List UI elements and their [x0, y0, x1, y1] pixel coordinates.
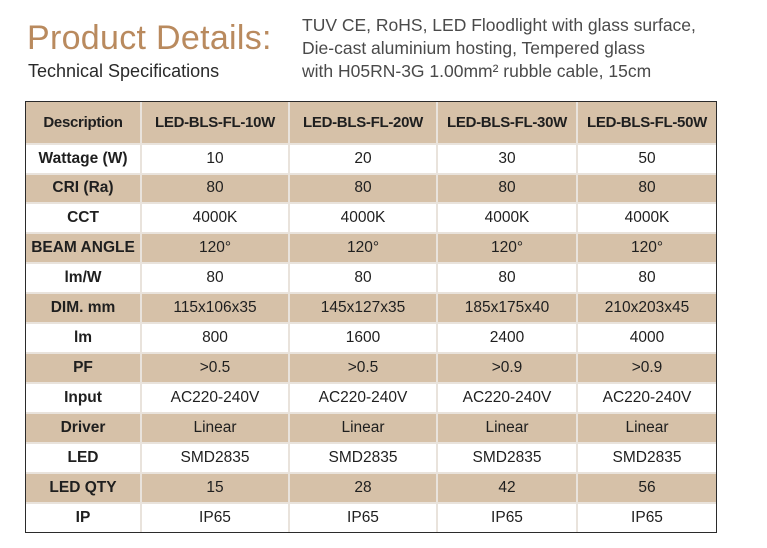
- header-cell-model: LED-BLS-FL-50W: [578, 102, 716, 143]
- table-cell: 80: [578, 175, 716, 203]
- table-cell: 185x175x40: [438, 294, 576, 322]
- row-label: Driver: [26, 414, 140, 442]
- table-cell: 120°: [578, 234, 716, 262]
- row-label: DIM. mm: [26, 294, 140, 322]
- table-cell: 80: [438, 175, 576, 203]
- table-cell: IP65: [290, 504, 436, 532]
- row-label: Wattage (W): [26, 145, 140, 173]
- table-row: [26, 143, 716, 173]
- row-label: PF: [26, 354, 140, 382]
- table-cell: 1600: [290, 324, 436, 352]
- table-row: [26, 173, 716, 203]
- table-cell: 15: [142, 474, 288, 502]
- table-cell: 120°: [438, 234, 576, 262]
- table-row: [26, 292, 716, 322]
- table-cell: >0.9: [438, 354, 576, 382]
- table-cell: AC220-240V: [290, 384, 436, 412]
- table-cell: IP65: [438, 504, 576, 532]
- table-cell: 20: [290, 145, 436, 173]
- table-cell: 56: [578, 474, 716, 502]
- table-cell: Linear: [438, 414, 576, 442]
- table-row: [26, 382, 716, 412]
- table-row: [26, 202, 716, 232]
- table-row: [26, 472, 716, 502]
- table-cell: 30: [438, 145, 576, 173]
- row-label: lm/W: [26, 264, 140, 292]
- table-cell: 2400: [438, 324, 576, 352]
- table-cell: 4000K: [438, 204, 576, 232]
- row-label: BEAM ANGLE: [26, 234, 140, 262]
- table-row: [26, 502, 716, 532]
- row-label: LED: [26, 444, 140, 472]
- table-cell: 80: [578, 264, 716, 292]
- row-label: LED QTY: [26, 474, 140, 502]
- description-line: Die-cast aluminium hosting, Tempered glass: [302, 38, 646, 58]
- table-row: [26, 352, 716, 382]
- header-cell-model: LED-BLS-FL-10W: [142, 102, 288, 143]
- table-cell: 210x203x45: [578, 294, 716, 322]
- table-cell: 800: [142, 324, 288, 352]
- table-cell: 115x106x35: [142, 294, 288, 322]
- description-line: TUV CE, RoHS, LED Floodlight with glass surface,: [302, 15, 696, 35]
- table-cell: >0.9: [578, 354, 716, 382]
- table-row: [26, 412, 716, 442]
- table-cell: 80: [290, 264, 436, 292]
- row-label: Input: [26, 384, 140, 412]
- header-cell-description: Description: [26, 102, 140, 143]
- table-cell: 4000K: [142, 204, 288, 232]
- header-cell-model: LED-BLS-FL-30W: [438, 102, 576, 143]
- table-cell: 80: [290, 175, 436, 203]
- table-cell: 50: [578, 145, 716, 173]
- table-header-row: [26, 102, 716, 143]
- description-line: with H05RN-3G 1.00mm² rubble cable, 15cm: [302, 61, 652, 81]
- table-row: [26, 322, 716, 352]
- table-cell: AC220-240V: [438, 384, 576, 412]
- table-cell: 145x127x35: [290, 294, 436, 322]
- table-cell: 120°: [142, 234, 288, 262]
- table-cell: 120°: [290, 234, 436, 262]
- page-title: Product Details:: [27, 19, 272, 57]
- table-cell: AC220-240V: [578, 384, 716, 412]
- row-label: IP: [26, 504, 140, 532]
- header-cell-model: LED-BLS-FL-20W: [290, 102, 436, 143]
- table-cell: SMD2835: [290, 444, 436, 472]
- table-cell: Linear: [290, 414, 436, 442]
- table-cell: SMD2835: [142, 444, 288, 472]
- product-description: [302, 14, 696, 83]
- page-subtitle: Technical Specifications: [28, 61, 220, 81]
- table-cell: 4000K: [578, 204, 716, 232]
- table-cell: 28: [290, 474, 436, 502]
- table-cell: Linear: [142, 414, 288, 442]
- table-row: [26, 442, 716, 472]
- row-label: CRI (Ra): [26, 175, 140, 203]
- table-cell: 4000: [578, 324, 716, 352]
- table-cell: >0.5: [290, 354, 436, 382]
- table-cell: Linear: [578, 414, 716, 442]
- spec-table: [25, 101, 717, 533]
- table-cell: SMD2835: [578, 444, 716, 472]
- row-label: lm: [26, 324, 140, 352]
- table-cell: IP65: [578, 504, 716, 532]
- table-cell: AC220-240V: [142, 384, 288, 412]
- table-cell: 80: [438, 264, 576, 292]
- table-cell: 80: [142, 264, 288, 292]
- table-row: [26, 262, 716, 292]
- table-cell: 80: [142, 175, 288, 203]
- table-cell: 4000K: [290, 204, 436, 232]
- table-row: [26, 232, 716, 262]
- row-label: CCT: [26, 204, 140, 232]
- table-cell: >0.5: [142, 354, 288, 382]
- table-cell: SMD2835: [438, 444, 576, 472]
- table-cell: 10: [142, 145, 288, 173]
- table-cell: IP65: [142, 504, 288, 532]
- table-cell: 42: [438, 474, 576, 502]
